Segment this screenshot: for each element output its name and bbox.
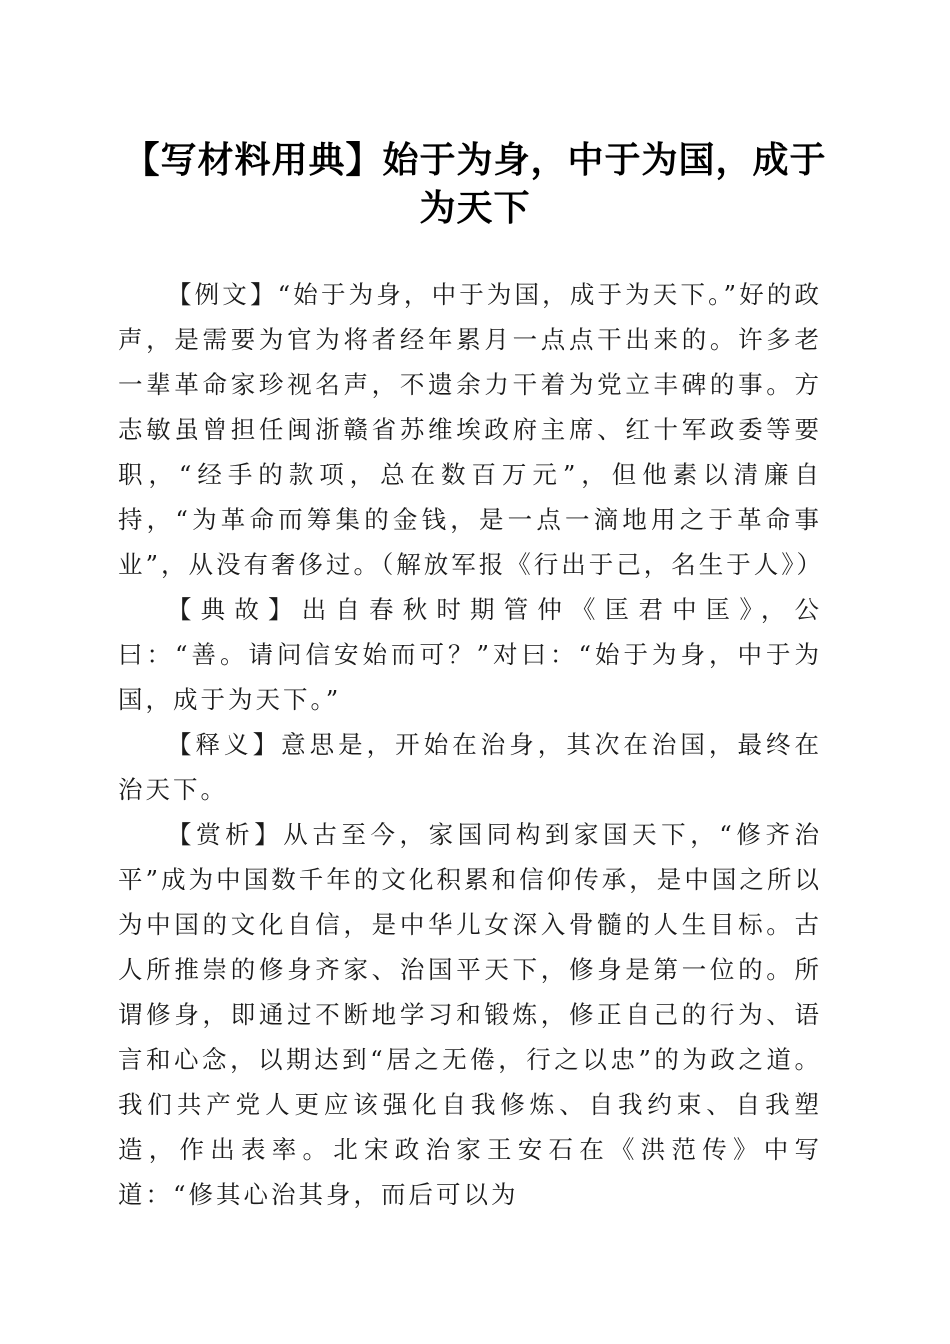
paragraph-allusion xyxy=(118,587,822,722)
paragraph-interpretation xyxy=(118,722,822,812)
paragraph-appreciation xyxy=(118,812,822,1217)
document-title: 【写材料用典】始于为身，中于为国，成于为天下 xyxy=(123,139,827,229)
paragraph-label: 【释义】 xyxy=(167,730,282,759)
paragraph-text: “始于为身，中于为国，成于为天下。”好的政声，是需要为官为将者经年累月一点点干出来的。许多老一辈革命家珍视名声，不遗余力干着为党立丰碑的事。方志敏虽曾担任闽浙赣省苏维埃政府主席、红十军政委等要职，“经手的款项，总在数百万元”，但他素以清廉自持，“为革命而筹集的金钱，是一点一滴地用之于革命事业”，从没有奢侈过。（解放军报《行出于己，名生于人》） xyxy=(118,280,825,579)
paragraph-text: 从古至今，家国同构到家国天下，“修齐治平”成为中国数千年的文化积累和信仰传承，是中国之所以为中国的文化自信，是中华儿女深入骨髓的人生目标。古人所推崇的修身齐家、治国平天下，修身是第一位的。所谓修身，即通过不断地学习和锻炼，修正自己的行为、语言和心念，以期达到“居之无倦，行之以忠”的为政之道。我们共产党人更应该强化自我修炼、自我约束、自我塑造，作出表率。北宋政治家王安石在《洪范传》中写道：“修其心治其身，而后可以为 xyxy=(118,820,823,1209)
paragraph-example xyxy=(118,272,825,587)
paragraph-text: 意思是，开始在治身，其次在治国，最终在治天下。 xyxy=(118,730,823,804)
document-body xyxy=(118,272,825,1217)
paragraph-text: 出自春秋时期管仲《匡君中匡》，公曰：“善。请问信安始而可？”对曰：“始于为身，中于为国，成于为天下。” xyxy=(118,595,823,714)
paragraph-label: 【典故】 xyxy=(167,595,302,624)
paragraph-label: 【例文】 xyxy=(167,280,278,309)
paragraph-label: 【赏析】 xyxy=(167,820,284,849)
